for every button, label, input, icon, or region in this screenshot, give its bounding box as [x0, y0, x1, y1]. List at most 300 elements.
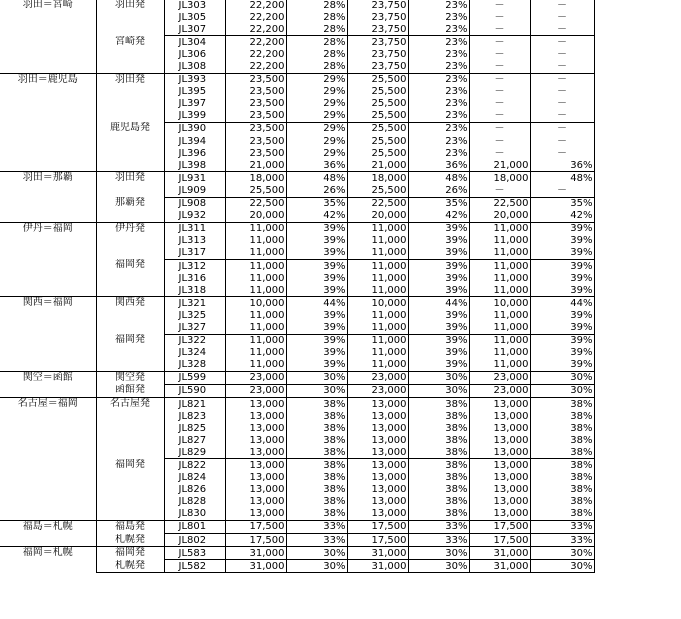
fare-cell: 23,750 [347, 60, 408, 73]
flight-number-cell: JL801 [164, 520, 225, 533]
discount-rate-cell: 28% [286, 0, 347, 11]
discount-rate-cell: 23% [408, 11, 469, 23]
fare-cell: 23,000 [225, 384, 286, 397]
direction-cell: 福岡発 [96, 259, 164, 296]
discount-rate-cell: 39% [286, 334, 347, 347]
fare-cell: 23,750 [347, 36, 408, 49]
direction-cell: 福岡発 [96, 334, 164, 371]
table-row [0, 172, 594, 185]
discount-rate-cell: 35% [408, 197, 469, 210]
fare-cell: 23,500 [225, 98, 286, 110]
fare-cell: 20,000 [347, 210, 408, 223]
discount-rate-cell: 38% [286, 459, 347, 472]
discount-rate-cell: 38% [408, 422, 469, 434]
discount-rate-cell: 39% [530, 321, 594, 334]
discount-rate-cell: 30% [286, 371, 347, 384]
fare-cell: 23,750 [347, 0, 408, 11]
discount-rate-cell: 38% [408, 484, 469, 496]
fare-cell: 31,000 [469, 560, 530, 573]
direction-cell: 那覇発 [96, 197, 164, 222]
fare-cell: － [469, 73, 530, 86]
discount-rate-cell: 38% [530, 459, 594, 472]
discount-rate-cell: 39% [286, 222, 347, 235]
discount-rate-cell: 39% [530, 284, 594, 297]
discount-rate-cell: 39% [408, 247, 469, 260]
discount-rate-cell: 30% [530, 547, 594, 560]
discount-rate-cell: 23% [408, 98, 469, 110]
fare-cell: 22,500 [225, 197, 286, 210]
route-name-cell: 名古屋＝福岡 [0, 398, 96, 521]
fare-cell: 23,750 [347, 23, 408, 36]
fare-cell: 18,000 [347, 172, 408, 185]
flight-number-cell: JL305 [164, 11, 225, 23]
discount-rate-cell: － [530, 23, 594, 36]
discount-rate-cell: 39% [286, 284, 347, 297]
fare-cell: 31,000 [469, 547, 530, 560]
discount-rate-cell: 38% [530, 422, 594, 434]
discount-rate-cell: 29% [286, 110, 347, 123]
fare-cell: － [469, 60, 530, 73]
direction-cell: 名古屋発 [96, 398, 164, 459]
flight-number-cell: JL932 [164, 210, 225, 223]
direction-cell: 関空発 [96, 371, 164, 384]
fare-cell: 13,000 [347, 484, 408, 496]
fare-cell: 11,000 [469, 222, 530, 235]
discount-rate-cell: 38% [286, 446, 347, 459]
fare-cell: 11,000 [225, 272, 286, 284]
flight-number-cell: JL307 [164, 23, 225, 36]
fare-cell: 13,000 [347, 459, 408, 472]
discount-rate-cell: 29% [286, 147, 347, 159]
fare-cell: － [469, 135, 530, 147]
discount-rate-cell: 38% [286, 410, 347, 422]
discount-rate-cell: 23% [408, 86, 469, 98]
discount-rate-cell: 38% [286, 398, 347, 411]
fare-cell: 23,500 [225, 122, 286, 135]
table-row [0, 520, 594, 533]
discount-rate-cell: 38% [286, 434, 347, 446]
discount-rate-cell: 26% [408, 184, 469, 197]
fare-cell: 25,500 [347, 147, 408, 159]
discount-rate-cell: 28% [286, 48, 347, 60]
discount-rate-cell: 38% [408, 410, 469, 422]
fare-cell: 13,000 [347, 410, 408, 422]
discount-rate-cell: 38% [408, 398, 469, 411]
flight-number-cell: JL825 [164, 422, 225, 434]
flight-number-cell: JL325 [164, 309, 225, 321]
flight-number-cell: JL399 [164, 110, 225, 123]
fare-cell: 11,000 [469, 284, 530, 297]
discount-rate-cell: 38% [286, 472, 347, 484]
flight-number-cell: JL321 [164, 297, 225, 310]
direction-cell: 羽田発 [96, 172, 164, 197]
fare-cell: － [469, 147, 530, 159]
discount-rate-cell: 38% [408, 446, 469, 459]
fare-cell: － [469, 23, 530, 36]
fare-cell: 13,000 [347, 472, 408, 484]
discount-rate-cell: 48% [286, 172, 347, 185]
discount-rate-cell: 44% [286, 297, 347, 310]
discount-rate-cell: 23% [408, 135, 469, 147]
discount-rate-cell: 39% [530, 259, 594, 272]
discount-rate-cell: 38% [530, 496, 594, 508]
fare-cell: 25,500 [347, 122, 408, 135]
discount-rate-cell: 23% [408, 0, 469, 11]
fare-cell: 11,000 [347, 247, 408, 260]
flight-number-cell: JL830 [164, 508, 225, 521]
discount-rate-cell: 30% [408, 371, 469, 384]
discount-rate-cell: 33% [286, 520, 347, 533]
flight-number-cell: JL398 [164, 159, 225, 172]
flight-number-cell: JL823 [164, 410, 225, 422]
fare-cell: 22,200 [225, 23, 286, 36]
discount-rate-cell: － [530, 184, 594, 197]
direction-cell: 福岡発 [96, 459, 164, 520]
direction-cell: 伊丹発 [96, 222, 164, 259]
flight-number-cell: JL312 [164, 259, 225, 272]
fare-cell: 13,000 [469, 410, 530, 422]
flight-number-cell: JL909 [164, 184, 225, 197]
discount-rate-cell: 26% [286, 184, 347, 197]
fare-cell: 11,000 [347, 321, 408, 334]
discount-rate-cell: － [530, 98, 594, 110]
fare-cell: 23,500 [225, 135, 286, 147]
discount-rate-cell: 39% [286, 321, 347, 334]
discount-rate-cell: 33% [530, 534, 594, 547]
fare-cell: 11,000 [225, 284, 286, 297]
fare-cell: 20,000 [225, 210, 286, 223]
discount-rate-cell: － [530, 122, 594, 135]
table-row [0, 547, 594, 560]
flight-number-cell: JL394 [164, 135, 225, 147]
discount-rate-cell: 29% [286, 135, 347, 147]
discount-rate-cell: 23% [408, 147, 469, 159]
fare-cell: 10,000 [347, 297, 408, 310]
discount-rate-cell: － [530, 48, 594, 60]
fare-cell: － [469, 0, 530, 11]
discount-rate-cell: 36% [530, 159, 594, 172]
fare-cell: 11,000 [225, 222, 286, 235]
fare-cell: 13,000 [469, 422, 530, 434]
flight-number-cell: JL304 [164, 36, 225, 49]
fare-cell: 11,000 [225, 309, 286, 321]
fare-cell: 11,000 [347, 334, 408, 347]
discount-rate-cell: 23% [408, 122, 469, 135]
fare-cell: － [469, 86, 530, 98]
fare-cell: 22,200 [225, 60, 286, 73]
discount-rate-cell: 30% [530, 560, 594, 573]
flight-number-cell: JL599 [164, 371, 225, 384]
fare-cell: 13,000 [347, 422, 408, 434]
direction-cell: 函館発 [96, 384, 164, 397]
fare-cell: 23,000 [225, 371, 286, 384]
fare-cell: 17,500 [469, 520, 530, 533]
discount-rate-cell: 28% [286, 11, 347, 23]
fare-cell: 25,500 [347, 135, 408, 147]
direction-cell: 宮崎発 [96, 36, 164, 73]
fare-cell: 11,000 [347, 284, 408, 297]
discount-rate-cell: 23% [408, 23, 469, 36]
flight-number-cell: JL328 [164, 359, 225, 372]
flight-number-cell: JL316 [164, 272, 225, 284]
fare-cell: 13,000 [225, 508, 286, 521]
discount-rate-cell: 38% [530, 446, 594, 459]
fare-cell: 13,000 [347, 496, 408, 508]
discount-rate-cell: 39% [286, 259, 347, 272]
fare-cell: 23,000 [347, 384, 408, 397]
fare-cell: 11,000 [469, 359, 530, 372]
table-row [0, 398, 594, 411]
discount-rate-cell: 39% [286, 347, 347, 359]
fare-cell: 22,500 [469, 197, 530, 210]
discount-rate-cell: 23% [408, 48, 469, 60]
discount-rate-cell: 38% [530, 410, 594, 422]
discount-rate-cell: 30% [286, 384, 347, 397]
fare-cell: 13,000 [469, 484, 530, 496]
fare-cell: 13,000 [225, 484, 286, 496]
discount-rate-cell: － [530, 135, 594, 147]
flight-number-cell: JL931 [164, 172, 225, 185]
discount-rate-cell: － [530, 11, 594, 23]
fare-cell: 23,500 [225, 147, 286, 159]
fare-cell: 13,000 [469, 434, 530, 446]
discount-rate-cell: － [530, 110, 594, 123]
discount-rate-cell: 39% [530, 222, 594, 235]
discount-rate-cell: 39% [408, 235, 469, 247]
fare-cell: 22,200 [225, 36, 286, 49]
fare-cell: 23,000 [469, 371, 530, 384]
fare-cell: 31,000 [225, 560, 286, 573]
discount-rate-cell: 28% [286, 36, 347, 49]
fare-cell: 10,000 [225, 297, 286, 310]
fare-cell: 13,000 [225, 410, 286, 422]
flight-number-cell: JL583 [164, 547, 225, 560]
route-name-cell: 羽田＝宮崎 [0, 0, 96, 73]
discount-rate-cell: 28% [286, 60, 347, 73]
discount-rate-cell: － [530, 36, 594, 49]
discount-rate-cell: 38% [408, 508, 469, 521]
discount-rate-cell: 44% [530, 297, 594, 310]
fare-cell: 31,000 [347, 547, 408, 560]
fare-cell: 11,000 [469, 334, 530, 347]
flight-number-cell: JL308 [164, 60, 225, 73]
flight-number-cell: JL802 [164, 534, 225, 547]
flight-number-cell: JL395 [164, 86, 225, 98]
discount-rate-cell: 38% [408, 496, 469, 508]
discount-rate-cell: 38% [408, 459, 469, 472]
fare-cell: 13,000 [347, 434, 408, 446]
fare-cell: 11,000 [225, 247, 286, 260]
fare-cell: － [469, 98, 530, 110]
flight-number-cell: JL324 [164, 347, 225, 359]
discount-rate-cell: 30% [530, 371, 594, 384]
discount-rate-cell: 30% [286, 547, 347, 560]
discount-rate-cell: 39% [408, 259, 469, 272]
flight-number-cell: JL306 [164, 48, 225, 60]
fare-cell: 13,000 [225, 496, 286, 508]
flight-number-cell: JL393 [164, 73, 225, 86]
route-name-cell: 福岡＝札幌 [0, 547, 96, 573]
discount-rate-cell: 39% [408, 334, 469, 347]
table-row [0, 222, 594, 235]
discount-rate-cell: 39% [530, 334, 594, 347]
flight-number-cell: JL582 [164, 560, 225, 573]
discount-rate-cell: － [530, 60, 594, 73]
fare-cell: 11,000 [469, 235, 530, 247]
table-row [0, 0, 594, 11]
fare-cell: 23,750 [347, 48, 408, 60]
discount-rate-cell: 39% [408, 347, 469, 359]
fare-cell: 11,000 [469, 259, 530, 272]
discount-rate-cell: 39% [530, 272, 594, 284]
discount-rate-cell: － [530, 0, 594, 11]
discount-rate-cell: 39% [286, 235, 347, 247]
fare-cell: 25,500 [347, 184, 408, 197]
discount-rate-cell: 23% [408, 110, 469, 123]
fare-cell: 31,000 [347, 560, 408, 573]
fare-cell: 11,000 [225, 359, 286, 372]
route-name-cell: 関空＝函館 [0, 371, 96, 397]
direction-cell: 福岡発 [96, 547, 164, 560]
fare-cell: 17,500 [225, 534, 286, 547]
fare-cell: 17,500 [469, 534, 530, 547]
flight-number-cell: JL318 [164, 284, 225, 297]
fare-cell: 11,000 [225, 259, 286, 272]
fare-cell: 13,000 [347, 508, 408, 521]
discount-rate-cell: 30% [530, 384, 594, 397]
fare-cell: 23,000 [347, 371, 408, 384]
discount-rate-cell: 29% [286, 98, 347, 110]
fare-cell: 11,000 [225, 235, 286, 247]
route-name-cell: 福島＝札幌 [0, 520, 96, 546]
discount-rate-cell: 42% [530, 210, 594, 223]
fare-cell: 11,000 [347, 359, 408, 372]
flight-number-cell: JL822 [164, 459, 225, 472]
fare-cell: 13,000 [225, 459, 286, 472]
fare-cell: － [469, 184, 530, 197]
discount-rate-cell: － [530, 86, 594, 98]
flight-number-cell: JL390 [164, 122, 225, 135]
fare-cell: 25,500 [347, 86, 408, 98]
discount-rate-cell: 30% [408, 384, 469, 397]
discount-rate-cell: － [530, 147, 594, 159]
flight-number-cell: JL829 [164, 446, 225, 459]
discount-rate-cell: 38% [530, 398, 594, 411]
fare-cell: 22,200 [225, 11, 286, 23]
flight-number-cell: JL827 [164, 434, 225, 446]
fare-cell: 17,500 [347, 534, 408, 547]
fare-cell: － [469, 122, 530, 135]
discount-rate-cell: 39% [408, 284, 469, 297]
fare-cell: 13,000 [347, 446, 408, 459]
fare-cell: 13,000 [225, 472, 286, 484]
fare-cell: 11,000 [225, 321, 286, 334]
fare-cell: 13,000 [225, 422, 286, 434]
fare-cell: 11,000 [347, 347, 408, 359]
fare-cell: 11,000 [469, 247, 530, 260]
discount-rate-cell: 39% [408, 359, 469, 372]
table-row [0, 297, 594, 310]
fare-cell: 22,500 [347, 197, 408, 210]
discount-rate-cell: 33% [408, 520, 469, 533]
discount-rate-cell: 35% [530, 197, 594, 210]
fare-cell: 10,000 [469, 297, 530, 310]
discount-rate-cell: 39% [408, 222, 469, 235]
fare-cell: 18,000 [469, 172, 530, 185]
discount-rate-cell: 39% [408, 272, 469, 284]
flight-number-cell: JL327 [164, 321, 225, 334]
fare-cell: 11,000 [469, 321, 530, 334]
direction-cell: 関西発 [96, 297, 164, 334]
discount-rate-cell: 38% [530, 472, 594, 484]
fare-cell: 25,500 [347, 73, 408, 86]
table-row [0, 371, 594, 384]
discount-rate-cell: 39% [286, 272, 347, 284]
direction-cell: 羽田発 [96, 73, 164, 122]
discount-rate-cell: 38% [286, 508, 347, 521]
discount-rate-cell: 33% [408, 534, 469, 547]
discount-rate-cell: 48% [408, 172, 469, 185]
flight-number-cell: JL821 [164, 398, 225, 411]
fare-cell: 25,500 [347, 98, 408, 110]
fare-cell: 11,000 [347, 272, 408, 284]
discount-rate-cell: 23% [408, 60, 469, 73]
flight-number-cell: JL824 [164, 472, 225, 484]
flight-number-cell: JL303 [164, 0, 225, 11]
discount-rate-cell: 38% [408, 472, 469, 484]
discount-rate-cell: 38% [530, 508, 594, 521]
flight-number-cell: JL311 [164, 222, 225, 235]
flight-number-cell: JL590 [164, 384, 225, 397]
discount-rate-cell: 39% [286, 359, 347, 372]
discount-rate-cell: 29% [286, 73, 347, 86]
fare-cell: 25,500 [347, 110, 408, 123]
discount-rate-cell: 39% [286, 247, 347, 260]
fare-cell: 22,200 [225, 48, 286, 60]
direction-cell: 鹿児島発 [96, 122, 164, 171]
discount-rate-cell: 33% [286, 534, 347, 547]
discount-rate-cell: 39% [530, 347, 594, 359]
fare-cell: 23,750 [347, 11, 408, 23]
fare-cell: 21,000 [347, 159, 408, 172]
fare-cell: 13,000 [225, 434, 286, 446]
fare-cell: 13,000 [469, 446, 530, 459]
fare-cell: － [469, 11, 530, 23]
fare-cell: 17,500 [225, 520, 286, 533]
discount-rate-cell: 36% [286, 159, 347, 172]
discount-rate-cell: 23% [408, 73, 469, 86]
discount-rate-cell: － [530, 73, 594, 86]
discount-rate-cell: 28% [286, 23, 347, 36]
fare-cell: 11,000 [225, 334, 286, 347]
flight-number-cell: JL322 [164, 334, 225, 347]
route-name-cell: 羽田＝那覇 [0, 172, 96, 222]
fare-cell: 11,000 [225, 347, 286, 359]
flight-number-cell: JL317 [164, 247, 225, 260]
discount-rate-cell: 38% [286, 496, 347, 508]
discount-rate-cell: 30% [408, 547, 469, 560]
fare-cell: 23,500 [225, 110, 286, 123]
fare-cell: 25,500 [225, 184, 286, 197]
fare-cell: － [469, 110, 530, 123]
discount-rate-cell: 42% [408, 210, 469, 223]
discount-rate-cell: 38% [408, 434, 469, 446]
discount-rate-cell: 39% [408, 321, 469, 334]
fare-cell: 11,000 [347, 222, 408, 235]
discount-rate-cell: 33% [530, 520, 594, 533]
fare-cell: 13,000 [225, 398, 286, 411]
route-name-cell: 羽田＝鹿児島 [0, 73, 96, 172]
